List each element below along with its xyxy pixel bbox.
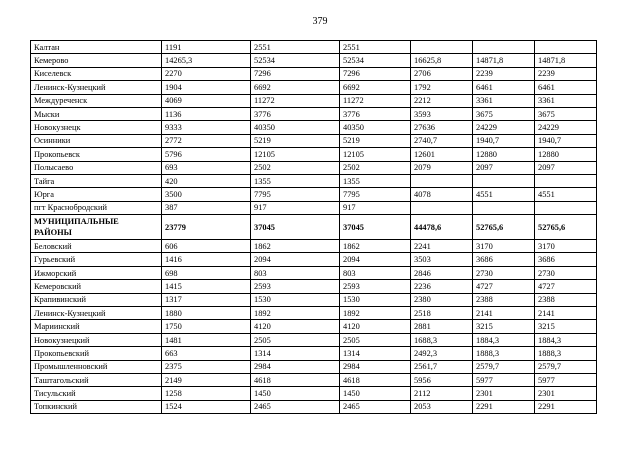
value-cell: 11272: [251, 94, 340, 107]
value-cell: 663: [162, 347, 251, 360]
value-cell: [535, 41, 597, 54]
value-cell: 1415: [162, 280, 251, 293]
value-cell: 2097: [473, 161, 535, 174]
value-cell: 2579,7: [535, 360, 597, 373]
value-cell: 7296: [340, 67, 411, 80]
value-cell: 1750: [162, 320, 251, 333]
value-cell: 2740,7: [411, 134, 473, 147]
value-cell: 3503: [411, 253, 473, 266]
value-cell: 12105: [251, 148, 340, 161]
value-cell: 12105: [340, 148, 411, 161]
table-row: [31, 134, 597, 147]
value-cell: [411, 41, 473, 54]
value-cell: 2094: [251, 253, 340, 266]
value-cell: 917: [251, 201, 340, 214]
row-name-cell: Калтан: [31, 41, 162, 54]
row-name-cell: Полысаево: [31, 161, 162, 174]
value-cell: 2593: [340, 280, 411, 293]
value-cell: 2270: [162, 67, 251, 80]
table-row: [31, 307, 597, 320]
value-cell: 387: [162, 201, 251, 214]
value-cell: 2551: [251, 41, 340, 54]
value-cell: 24229: [535, 121, 597, 134]
value-cell: 2984: [251, 360, 340, 373]
row-name-cell: Беловский: [31, 240, 162, 253]
value-cell: 4618: [251, 373, 340, 386]
value-cell: 1314: [340, 347, 411, 360]
value-cell: 6461: [473, 81, 535, 94]
value-cell: 3170: [473, 240, 535, 253]
value-cell: 2465: [340, 400, 411, 413]
value-cell: 2094: [340, 253, 411, 266]
value-cell: 40350: [340, 121, 411, 134]
value-cell: 5219: [340, 134, 411, 147]
value-cell: 1892: [340, 307, 411, 320]
value-cell: 1258: [162, 387, 251, 400]
value-cell: 1880: [162, 307, 251, 320]
value-cell: 52765,6: [535, 215, 597, 240]
value-cell: 6692: [340, 81, 411, 94]
row-name-cell: Тисульский: [31, 387, 162, 400]
value-cell: 606: [162, 240, 251, 253]
value-cell: 3215: [535, 320, 597, 333]
value-cell: 1884,3: [535, 333, 597, 346]
value-cell: 12880: [473, 148, 535, 161]
value-cell: 2291: [473, 400, 535, 413]
value-cell: 23779: [162, 215, 251, 240]
table-row: [31, 333, 597, 346]
table-row: [31, 161, 597, 174]
value-cell: 1888,3: [535, 347, 597, 360]
row-name-cell: пгт Краснобродский: [31, 201, 162, 214]
value-cell: 2502: [340, 161, 411, 174]
value-cell: 1481: [162, 333, 251, 346]
table-row: [31, 387, 597, 400]
row-name-cell: Топкинский: [31, 400, 162, 413]
value-cell: 3361: [535, 94, 597, 107]
value-cell: 6461: [535, 81, 597, 94]
table-row: [31, 174, 597, 187]
value-cell: 14265,3: [162, 54, 251, 67]
value-cell: 4120: [340, 320, 411, 333]
table-body: [31, 41, 597, 414]
value-cell: 3500: [162, 188, 251, 201]
value-cell: 2239: [473, 67, 535, 80]
table-row: [31, 240, 597, 253]
value-cell: 3170: [535, 240, 597, 253]
value-cell: 3215: [473, 320, 535, 333]
value-cell: 1530: [340, 293, 411, 306]
value-cell: 1416: [162, 253, 251, 266]
table-row: [31, 360, 597, 373]
value-cell: 1355: [251, 174, 340, 187]
table-row: [31, 54, 597, 67]
row-name-cell: Прокопьевск: [31, 148, 162, 161]
row-name-cell: Новокузнецк: [31, 121, 162, 134]
table-row: [31, 400, 597, 413]
value-cell: 1524: [162, 400, 251, 413]
table-row: [31, 266, 597, 279]
value-cell: 4551: [473, 188, 535, 201]
value-cell: 2505: [340, 333, 411, 346]
table-row: [31, 347, 597, 360]
value-cell: 1688,3: [411, 333, 473, 346]
table-row: [31, 41, 597, 54]
row-name-cell: Ижморский: [31, 266, 162, 279]
value-cell: 2212: [411, 94, 473, 107]
value-cell: 5796: [162, 148, 251, 161]
value-cell: 2593: [251, 280, 340, 293]
value-cell: 2097: [535, 161, 597, 174]
value-cell: 3686: [473, 253, 535, 266]
value-cell: 2730: [535, 266, 597, 279]
value-cell: 4727: [473, 280, 535, 293]
value-cell: 4069: [162, 94, 251, 107]
value-cell: 1450: [251, 387, 340, 400]
value-cell: 1450: [340, 387, 411, 400]
value-cell: 1314: [251, 347, 340, 360]
value-cell: 3776: [251, 107, 340, 120]
value-cell: 2141: [473, 307, 535, 320]
value-cell: 2772: [162, 134, 251, 147]
value-cell: 9333: [162, 121, 251, 134]
row-name-cell: Прокопьевский: [31, 347, 162, 360]
value-cell: 1862: [251, 240, 340, 253]
value-cell: 1530: [251, 293, 340, 306]
value-cell: 1792: [411, 81, 473, 94]
row-name-cell: Мариинский: [31, 320, 162, 333]
table-row: [31, 201, 597, 214]
value-cell: 1892: [251, 307, 340, 320]
value-cell: 4727: [535, 280, 597, 293]
row-name-cell: Кемеровский: [31, 280, 162, 293]
value-cell: [473, 201, 535, 214]
value-cell: 2706: [411, 67, 473, 80]
value-cell: [535, 174, 597, 187]
row-name-cell: Ленинск-Кузнецкий: [31, 81, 162, 94]
value-cell: 2388: [473, 293, 535, 306]
value-cell: 1888,3: [473, 347, 535, 360]
value-cell: 7795: [340, 188, 411, 201]
table-row: [31, 81, 597, 94]
table-row: [31, 280, 597, 293]
value-cell: 1862: [340, 240, 411, 253]
row-name-cell: Мыски: [31, 107, 162, 120]
value-cell: 5956: [411, 373, 473, 386]
value-cell: 2518: [411, 307, 473, 320]
table-row: [31, 188, 597, 201]
table-row: [31, 253, 597, 266]
row-name-cell: Гурьевский: [31, 253, 162, 266]
value-cell: 2846: [411, 266, 473, 279]
table-row: [31, 293, 597, 306]
value-cell: 52534: [340, 54, 411, 67]
value-cell: [535, 201, 597, 214]
value-cell: 5977: [535, 373, 597, 386]
row-name-cell: Новокузнецкий: [31, 333, 162, 346]
value-cell: 1136: [162, 107, 251, 120]
row-name-cell: Тайга: [31, 174, 162, 187]
value-cell: 16625,8: [411, 54, 473, 67]
value-cell: 37045: [340, 215, 411, 240]
row-name-cell: Междуреченск: [31, 94, 162, 107]
value-cell: 2241: [411, 240, 473, 253]
value-cell: 2239: [535, 67, 597, 80]
table-row: [31, 121, 597, 134]
row-name-cell: Промышленновский: [31, 360, 162, 373]
value-cell: 2112: [411, 387, 473, 400]
table-row: [31, 107, 597, 120]
value-cell: 420: [162, 174, 251, 187]
value-cell: 1355: [340, 174, 411, 187]
value-cell: 803: [251, 266, 340, 279]
value-cell: 14871,8: [473, 54, 535, 67]
value-cell: 2301: [535, 387, 597, 400]
value-cell: 1884,3: [473, 333, 535, 346]
value-cell: 4078: [411, 188, 473, 201]
value-cell: [473, 174, 535, 187]
value-cell: [411, 174, 473, 187]
value-cell: 2236: [411, 280, 473, 293]
table-row: [31, 94, 597, 107]
value-cell: 2984: [340, 360, 411, 373]
value-cell: 2492,3: [411, 347, 473, 360]
value-cell: 1317: [162, 293, 251, 306]
value-cell: 693: [162, 161, 251, 174]
value-cell: 40350: [251, 121, 340, 134]
table-row: [31, 320, 597, 333]
value-cell: 2505: [251, 333, 340, 346]
value-cell: 3593: [411, 107, 473, 120]
row-name-cell: Таштагольский: [31, 373, 162, 386]
value-cell: 1904: [162, 81, 251, 94]
value-cell: 2730: [473, 266, 535, 279]
value-cell: 44478,6: [411, 215, 473, 240]
value-cell: 2291: [535, 400, 597, 413]
value-cell: 2561,7: [411, 360, 473, 373]
value-cell: 4120: [251, 320, 340, 333]
value-cell: 11272: [340, 94, 411, 107]
value-cell: [473, 41, 535, 54]
row-name-cell: Крапивинский: [31, 293, 162, 306]
value-cell: 698: [162, 266, 251, 279]
value-cell: 2502: [251, 161, 340, 174]
value-cell: 803: [340, 266, 411, 279]
table-row: [31, 67, 597, 80]
value-cell: 2380: [411, 293, 473, 306]
value-cell: 2301: [473, 387, 535, 400]
value-cell: 52765,6: [473, 215, 535, 240]
value-cell: 3675: [535, 107, 597, 120]
value-cell: 2881: [411, 320, 473, 333]
value-cell: 3361: [473, 94, 535, 107]
value-cell: 12601: [411, 148, 473, 161]
value-cell: 1940,7: [473, 134, 535, 147]
value-cell: 3776: [340, 107, 411, 120]
value-cell: 2388: [535, 293, 597, 306]
value-cell: 4618: [340, 373, 411, 386]
value-cell: 3686: [535, 253, 597, 266]
value-cell: 2053: [411, 400, 473, 413]
value-cell: 4551: [535, 188, 597, 201]
value-cell: 5977: [473, 373, 535, 386]
value-cell: 37045: [251, 215, 340, 240]
value-cell: 24229: [473, 121, 535, 134]
table-row: [31, 148, 597, 161]
value-cell: 2079: [411, 161, 473, 174]
value-cell: 1940,7: [535, 134, 597, 147]
value-cell: 917: [340, 201, 411, 214]
value-cell: 6692: [251, 81, 340, 94]
value-cell: 2141: [535, 307, 597, 320]
data-table: [30, 40, 597, 414]
value-cell: 1191: [162, 41, 251, 54]
value-cell: 2465: [251, 400, 340, 413]
value-cell: 7795: [251, 188, 340, 201]
value-cell: 2375: [162, 360, 251, 373]
value-cell: 14871,8: [535, 54, 597, 67]
value-cell: 12880: [535, 148, 597, 161]
table-row: [31, 373, 597, 386]
value-cell: 5219: [251, 134, 340, 147]
row-name-cell: Юрга: [31, 188, 162, 201]
row-name-cell: Кемерово: [31, 54, 162, 67]
value-cell: [411, 201, 473, 214]
row-name-cell: Осинники: [31, 134, 162, 147]
page-number: 379: [312, 16, 328, 27]
value-cell: 3675: [473, 107, 535, 120]
row-name-cell: Киселевск: [31, 67, 162, 80]
row-name-cell: Ленинск-Кузнецкий: [31, 307, 162, 320]
row-name-cell: МУНИЦИПАЛЬНЫЕ РАЙОНЫ: [31, 215, 162, 240]
value-cell: 2149: [162, 373, 251, 386]
value-cell: 52534: [251, 54, 340, 67]
value-cell: 7296: [251, 67, 340, 80]
value-cell: 2579,7: [473, 360, 535, 373]
value-cell: 2551: [340, 41, 411, 54]
section-row: [31, 215, 597, 240]
value-cell: 27636: [411, 121, 473, 134]
